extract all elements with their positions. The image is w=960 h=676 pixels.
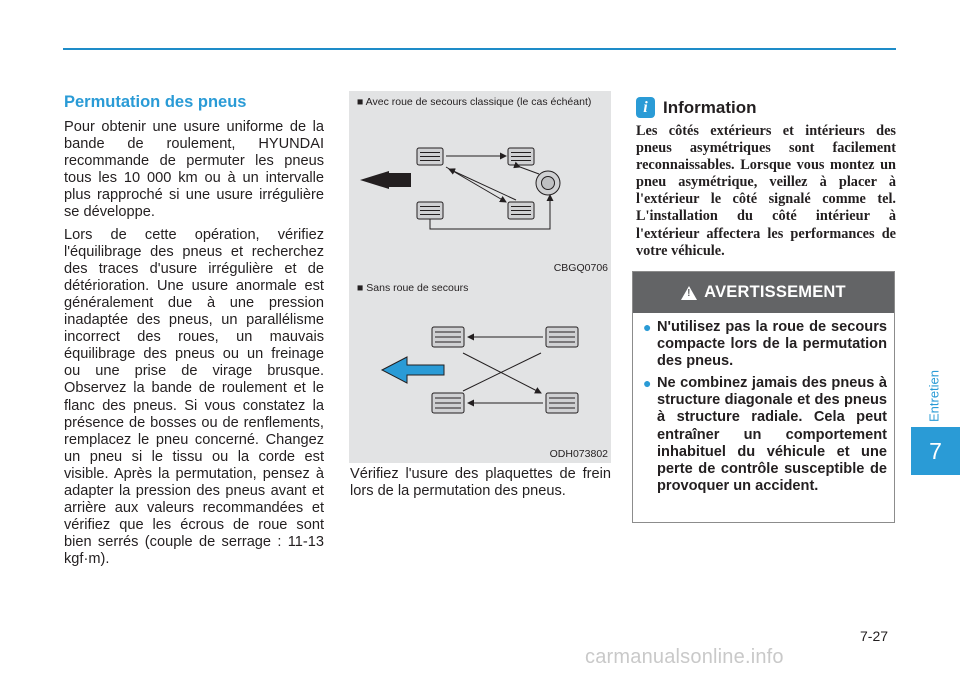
rotation-diagram-with-spare	[349, 91, 611, 277]
info-title: Information	[663, 97, 757, 117]
tire-rear-right	[546, 393, 578, 413]
paragraph: Pour obtenir une usure uniforme de la bande de roulement, HYUNDAI recommande de permuter les pneus tous les 10 000 km ou à un intervalle plus rapproché si une usure irrégulière se développe.	[64, 119, 324, 221]
figure-code: CBGQ0706	[553, 262, 608, 274]
watermark: carmanualsonline.info	[585, 646, 784, 668]
section-body	[64, 119, 324, 573]
figure-caption: ■ Sans roue de secours	[357, 282, 469, 294]
info-header	[636, 97, 757, 118]
direction-arrow-icon	[360, 171, 411, 189]
tire-rear-left	[417, 202, 443, 219]
tire-front-right	[508, 148, 534, 165]
tire-rear-left	[432, 393, 464, 413]
paragraph: Lors de cette opération, vérifiez l'équilibrage des pneus et recherchez des traces d'usure irrégulière et de détérioration. Une usure anormale est généralement due à une pression inadaptée des pneus, un parallélisme incorrect des roues, un mauvais équilibrage des pneus ou un freinage ou une prise de virage brusque. Observez la bande de roulement et le flanc des pneus. Si vous constatez la présence de bosses ou de renflements, remplacez le pneu concerné. Changez un pneu si le tissu ou la corde est visible. Après la permutation, pensez à adapter la pression des pneus avant et arrière aux valeurs recommandées et vérifiez que les écrous de roue sont bien serrés (couple de serrage : 11-13 kgf·m).	[64, 226, 324, 568]
chapter-tab: 7	[911, 427, 960, 475]
figure-caption: ■ Avec roue de secours classique (le cas échéant)	[357, 96, 592, 108]
warning-list	[643, 319, 887, 500]
figure-code: ODH073802	[549, 448, 608, 460]
header-rule	[63, 48, 896, 50]
figure-rotation-without-spare	[349, 277, 611, 463]
spare-tire	[536, 171, 560, 195]
bullet-icon: ●	[643, 375, 652, 392]
tire-front-right	[546, 327, 578, 347]
brake-note: Vérifiez l'usure des plaquettes de frein lors de la permutation des pneus.	[350, 466, 611, 500]
warning-item: ● N'utilisez pas la roue de secours compacte lors de la permutation des pneus.	[643, 319, 887, 370]
warning-title: AVERTISSEMENT	[704, 283, 846, 301]
chapter-side-label: Entretien	[926, 369, 942, 423]
figure-rotation-with-spare	[349, 91, 611, 277]
tire-rear-right	[508, 202, 534, 219]
direction-arrow-icon	[382, 357, 444, 383]
warning-item: ● Ne combinez jamais des pneus à structure diagonale et des pneus à structure radiale. Cela peut entraîner un comportement inhabituel du véhicule et une perte de contrôle susceptible de provoquer un accident.	[643, 375, 887, 494]
info-text: Les côtés extérieurs et intérieurs des pneus asymétriques sont facilement reconnaissables. Lorsque vous montez un pneu asymétrique, veillez à placer à l'extérieur le côté signalé comme tel. L'installation du côté intérieur à l'extérieur affectera les performances de votre véhicule.	[636, 123, 896, 259]
tire-front-left	[417, 148, 443, 165]
tire-front-left	[432, 327, 464, 347]
info-icon: i	[636, 97, 655, 118]
warning-box	[632, 271, 895, 523]
rotation-diagram-without-spare	[349, 277, 611, 463]
page-number: 7-27	[860, 628, 889, 644]
section-title: Permutation des pneus	[64, 93, 247, 111]
warning-icon: !	[681, 286, 697, 300]
warning-header	[633, 272, 894, 313]
bullet-icon: ●	[643, 319, 652, 335]
